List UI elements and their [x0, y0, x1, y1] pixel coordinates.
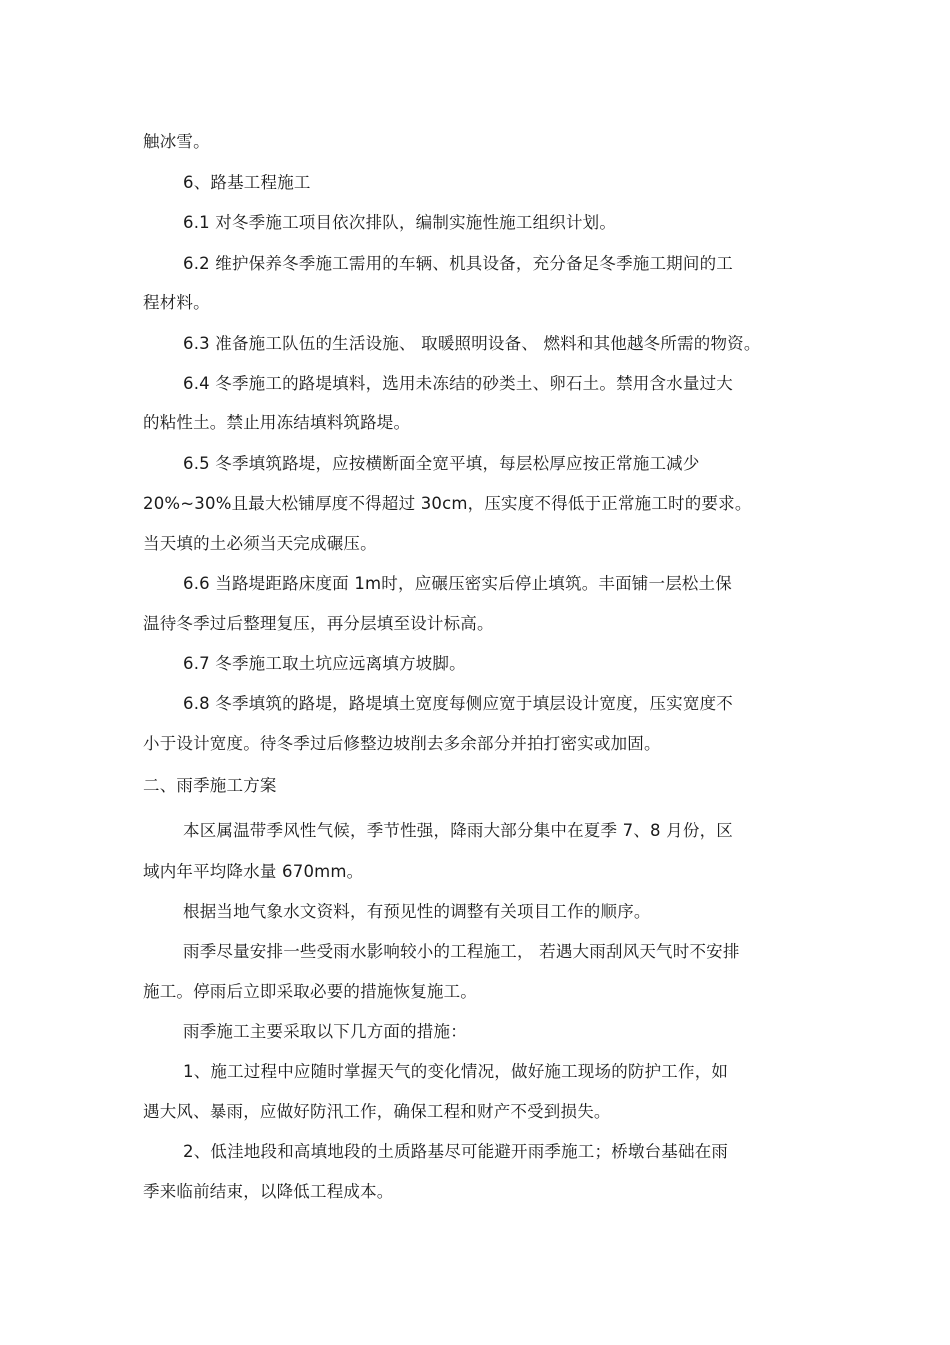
text-line: 域内年平均降水量 670mm。: [143, 862, 364, 881]
text-line: 2、低洼地段和高填地段的土质路基尽可能避开雨季施工；桥墩台基础在雨: [183, 1142, 729, 1161]
text-line: 6.6 当路堤距路床度面 1m时，应碾压密实后停止填筑。丰面铺一层松土保: [183, 574, 733, 593]
text-line: 6.5 冬季填筑路堤，应按横断面全宽平填，每层松厚应按正常施工减少: [183, 454, 700, 473]
text-line: 小于设计宽度。待冬季过后修整边坡削去多余部分并拍打密实或加固。: [143, 734, 661, 753]
text-line: 温待冬季过后整理复压，再分层填至设计标高。: [143, 614, 494, 633]
text-line: 6.4 冬季施工的路堤填料，选用未冻结的砂类土、卵石土。禁用含水量过大: [183, 374, 733, 393]
text-line: 的粘性土。禁止用冻结填料筑路堤。: [143, 413, 411, 432]
text-line: 6.8 冬季填筑的路堤，路堤填土宽度每侧应宽于填层设计宽度，压实宽度不: [183, 694, 733, 713]
text-line: 6.7 冬季施工取土坑应远离填方坡脚。: [183, 654, 466, 673]
text-line: 遇大风、暴雨，应做好防汛工作，确保工程和财产不受到损失。: [143, 1102, 611, 1121]
text-line: 6.3 准备施工队伍的生活设施、 取暖照明设备、 燃料和其他越冬所需的物资。: [183, 334, 761, 353]
text-line: 施工。停雨后立即采取必要的措施恢复施工。: [143, 982, 477, 1001]
text-line: 1、施工过程中应随时掌握天气的变化情况，做好施工现场的防护工作，如: [183, 1062, 729, 1081]
text-line: 程材料。: [143, 293, 210, 312]
text-line: 根据当地气象水文资料，有预见性的调整有关项目工作的顺序。: [183, 902, 651, 921]
text-line: 6.2 维护保养冬季施工需用的车辆、机具设备，充分备足冬季施工期间的工: [183, 254, 733, 273]
section-heading: 二、雨季施工方案: [143, 776, 277, 795]
text-line: 雨季施工主要采取以下几方面的措施：: [183, 1022, 467, 1041]
text-line: 触冰雪。: [143, 132, 210, 151]
text-line: 本区属温带季风性气候，季节性强，降雨大部分集中在夏季 7、8 月份，区: [183, 821, 733, 840]
text-line: 季来临前结束，以降低工程成本。: [143, 1182, 394, 1201]
text-line: 当天填的土必须当天完成碾压。: [143, 534, 377, 553]
text-line: 6.1 对冬季施工项目依次排队，编制实施性施工组织计划。: [183, 213, 617, 232]
text-line: 20%~30%且最大松铺厚度不得超过 30cm，压实度不得低于正常施工时的要求。: [143, 494, 752, 513]
text-line: 雨季尽量安排一些受雨水影响较小的工程施工， 若遇大雨刮风天气时不安排: [183, 942, 740, 961]
section-heading: 6、路基工程施工: [183, 173, 311, 192]
